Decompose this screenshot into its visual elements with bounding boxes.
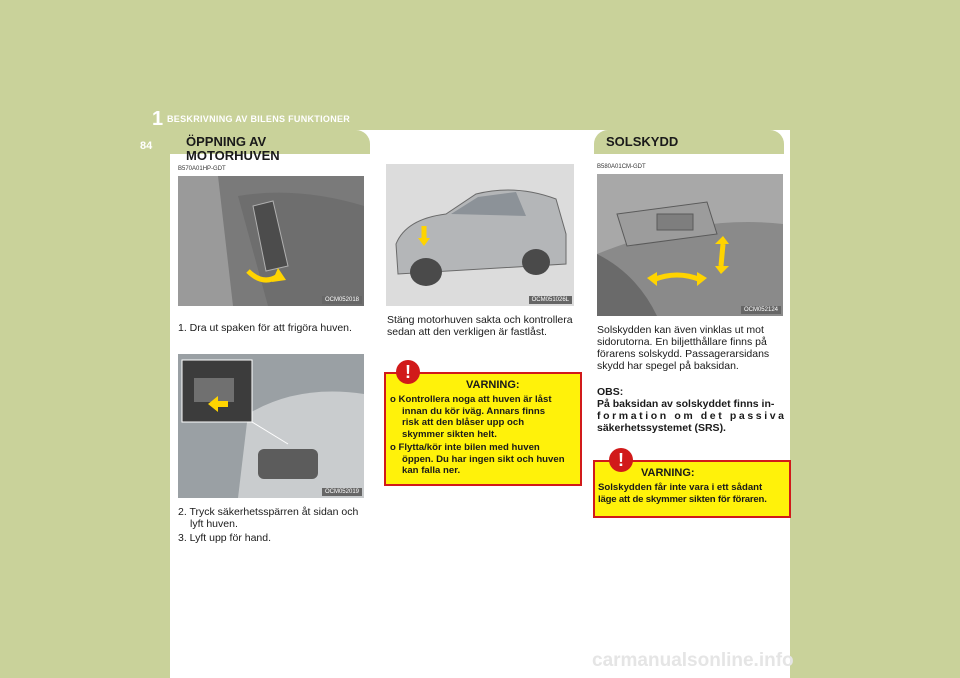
section-code-sunvisor: B580A01CM-GDT <box>597 164 646 170</box>
watermark: carmanualsonline.info <box>592 650 794 671</box>
car-illustration <box>386 164 574 306</box>
lever-illustration <box>178 176 364 306</box>
sunvisor-photo <box>597 174 783 316</box>
left-margin-band <box>0 130 170 678</box>
sunvisor-description: Solskydden kan även vinklas ut mot sidorutorna. En biljetthållare finns på förarens solskydd. Passagerarsidans skydd har spegel på baksidan. <box>597 324 770 372</box>
photo-caption: OCM052018 <box>322 296 362 304</box>
warning-item-1: o Kontrollera noga att huven är låst innan du kör iväg. Annars finns risk att den blåser upp och skymmer sikten helt. <box>390 394 552 440</box>
sunvisor-warning-box <box>593 450 791 518</box>
warning-exclamation-icon: ! <box>396 360 420 384</box>
safety-latch-photo <box>178 354 364 498</box>
warning-heading: VARNING: <box>466 379 520 391</box>
photo-caption: OCM052124 <box>741 306 781 314</box>
page-number: 84 <box>140 140 153 152</box>
warning-heading: VARNING: <box>641 467 695 479</box>
top-band <box>0 0 960 130</box>
warning-exclamation-icon: ! <box>609 448 633 472</box>
chapter-title: BESKRIVNING AV BILENS FUNKTIONER <box>167 114 351 124</box>
hood-close-instruction: Stäng motorhuven sakta och kontrollera sedan att den verkligen är fastlåst. <box>387 314 573 338</box>
latch-illustration <box>178 354 364 498</box>
hood-release-lever-photo <box>178 176 364 306</box>
chapter-number: 1 <box>152 108 164 130</box>
right-margin-band <box>790 130 960 678</box>
section-code-hood: B570A01HP-GDT <box>178 166 226 172</box>
step-2: 2. Tryck säkerhetsspärren åt sidan och lyft huven. <box>178 506 359 530</box>
section-title-hood: ÖPPNING AV MOTORHUVEN <box>186 134 280 163</box>
warning-item-2: o Flytta/kör inte bilen med huven öppen. Du har ingen sikt och huven kan falla ner. <box>390 442 565 476</box>
obs-note: OBS: På baksidan av solskyddet finns in- formation om det passiva säkerhetssystemet (SRS). <box>597 386 787 434</box>
section-title-sunvisor: SOLSKYDD <box>606 134 679 149</box>
step-1: 1. Dra ut spaken för att frigöra huven. <box>178 322 352 334</box>
sunvisor-illustration <box>597 174 783 316</box>
photo-caption: OCM052019 <box>322 488 362 496</box>
hood-warning-box <box>384 362 582 486</box>
car-hood-closed-photo <box>386 164 574 306</box>
photo-caption: OCM051026L <box>529 296 572 304</box>
warning-text: Solskydden får inte vara i ett sådant läge att de skymmer sikten för föraren. <box>598 482 767 505</box>
step-3: 3. Lyft upp för hand. <box>178 532 272 544</box>
